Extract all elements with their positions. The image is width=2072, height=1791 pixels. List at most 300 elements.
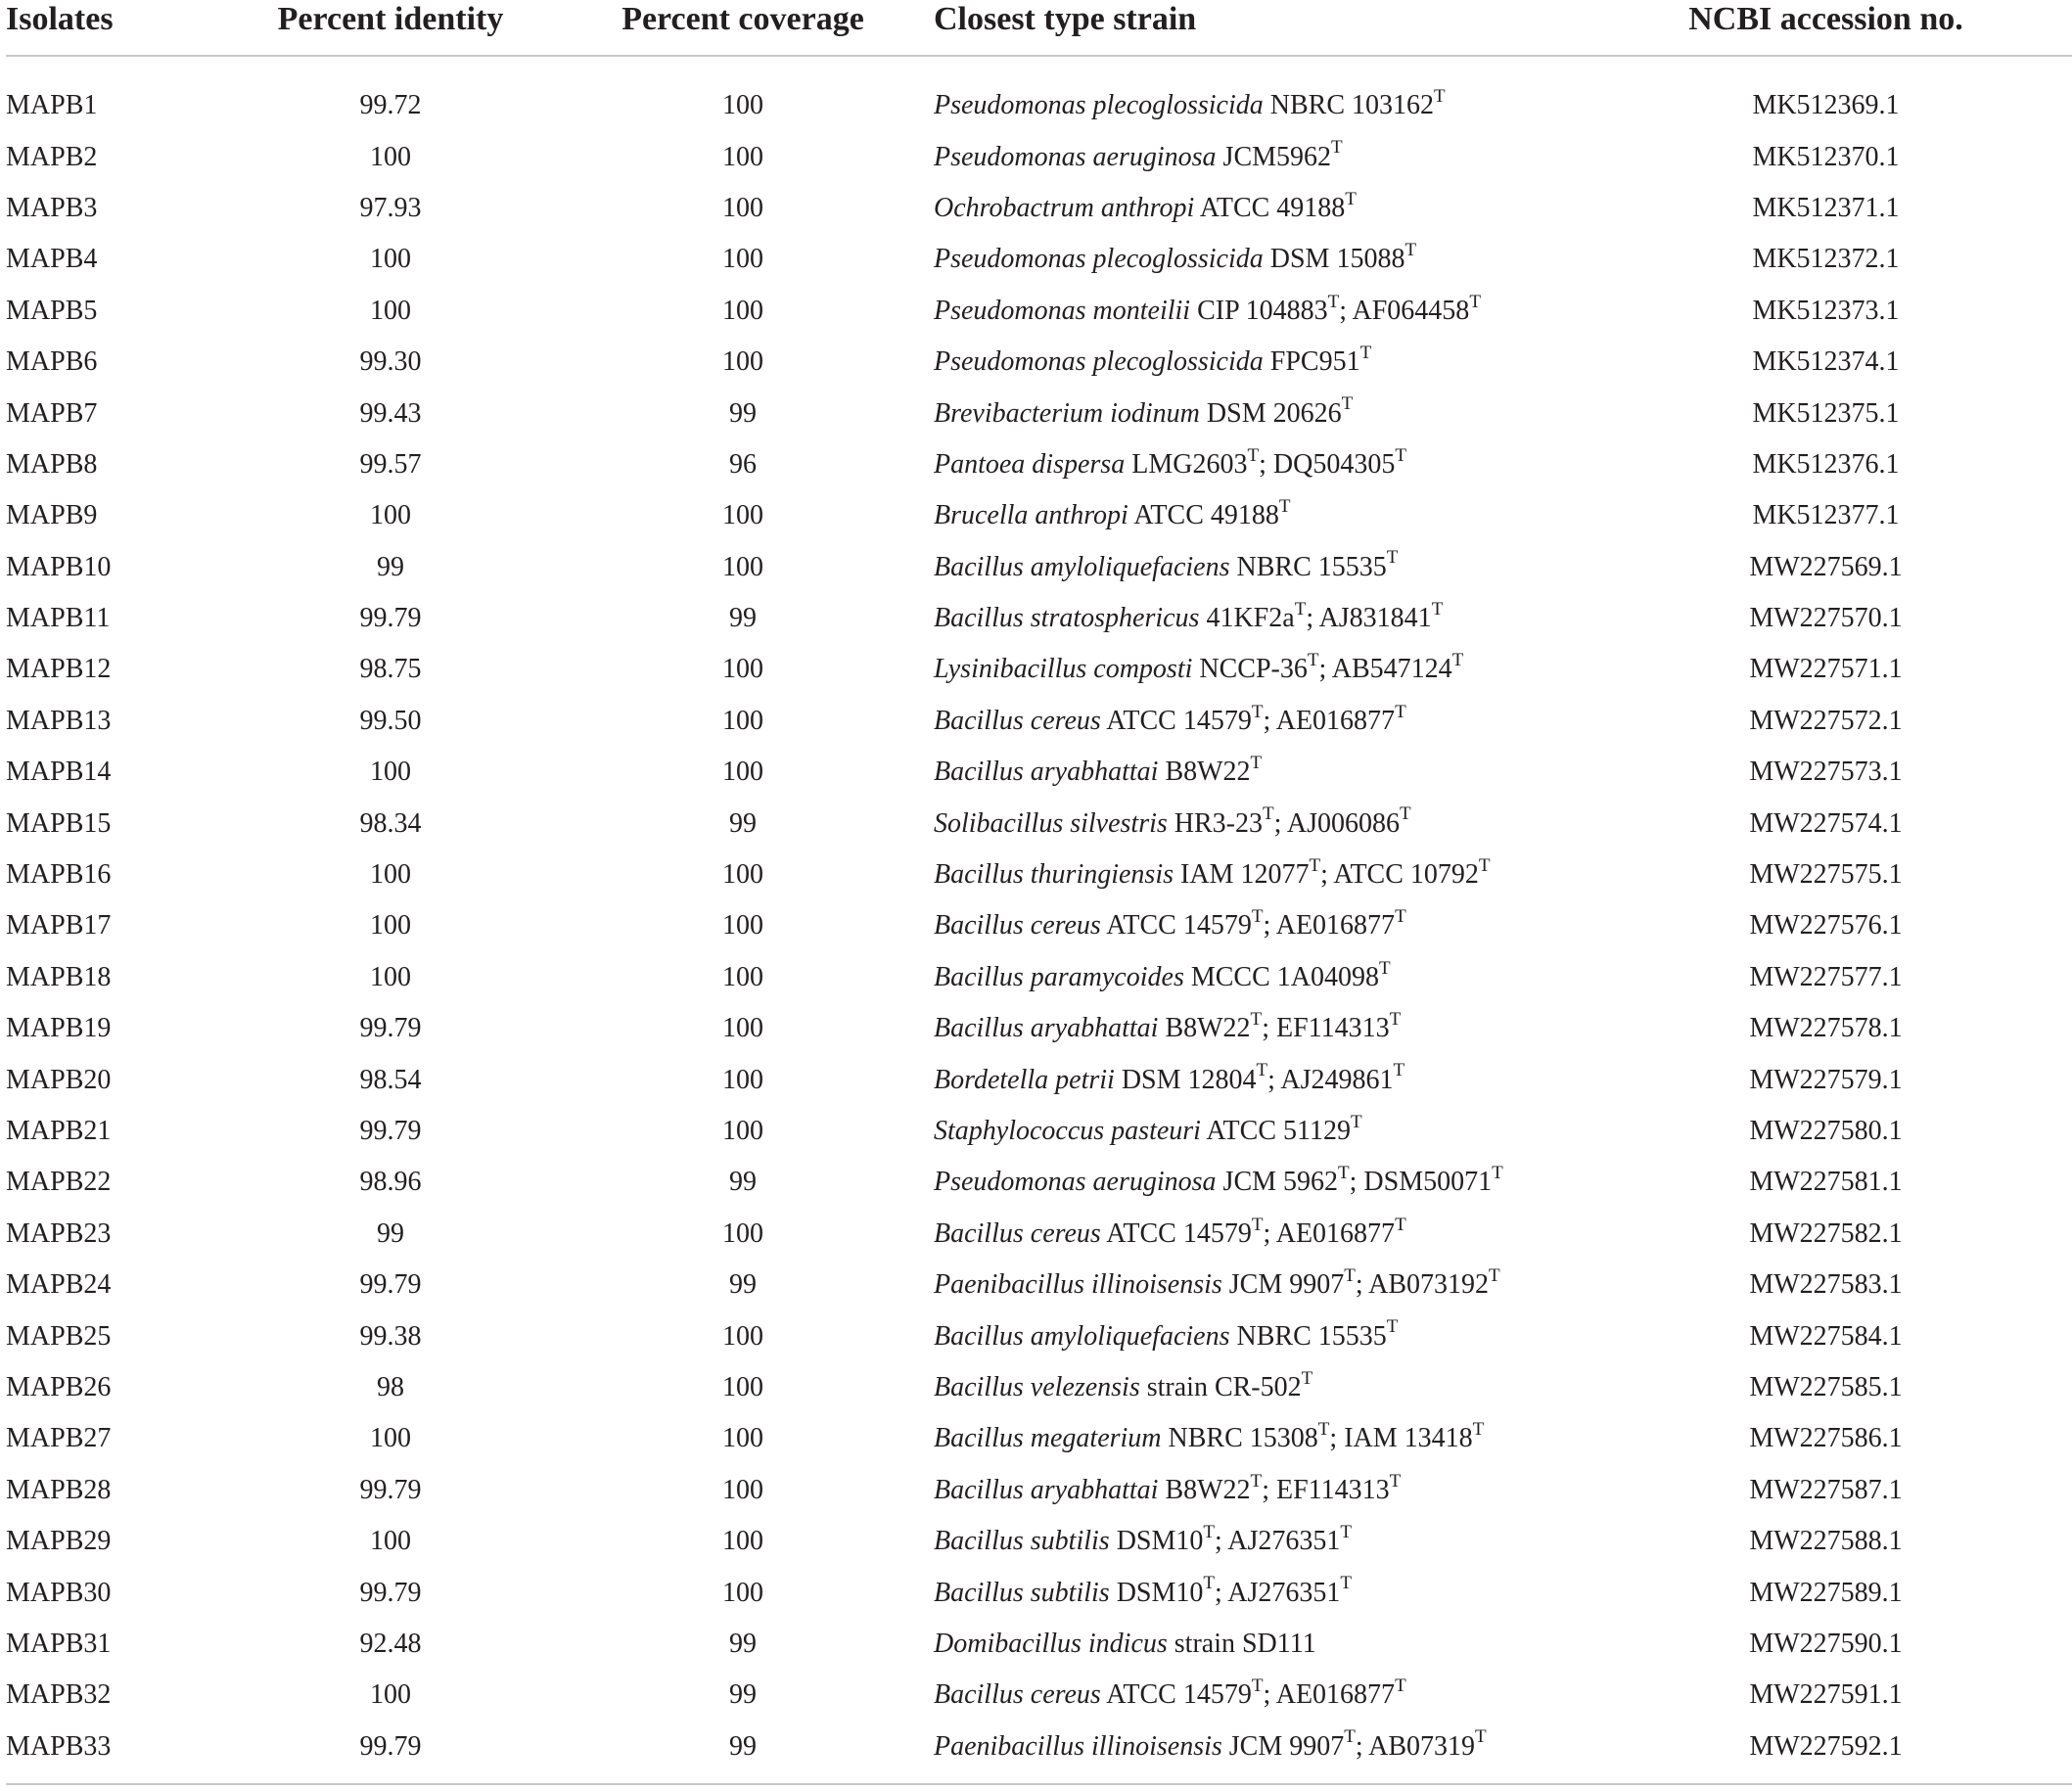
type-strain-marker: T [1431,598,1444,620]
ncbi-accession-cell: MW227587.1 [1749,1474,1903,1505]
percent-identity-cell: 99.79 [359,1013,422,1044]
strain-designation: JCM 9907 [1228,1730,1345,1762]
isolate-cell: MAPB32 [6,1679,112,1711]
percent-coverage-cell: 100 [722,551,763,582]
percent-coverage-cell: 99 [729,1679,757,1711]
type-strain-marker: T [1251,701,1264,722]
strain-designation: JCM5962 [1222,141,1332,172]
closest-type-strain-cell [934,1157,1580,1208]
percent-coverage-cell: 100 [722,1474,763,1505]
ncbi-accession-cell: MW227586.1 [1749,1423,1903,1454]
isolate-cell: MAPB13 [6,705,112,736]
header-percent-identity: Percent identity [229,0,552,56]
strain-designation: ATCC 49188 [1199,192,1346,223]
species-name: Bacillus cereus [934,705,1101,736]
percent-coverage-cell: 99 [729,1167,757,1198]
strain-designation: ATCC 51129 [1206,1116,1351,1146]
table-row [6,131,2072,182]
strain-designation: ; IAM 13418 [1329,1423,1473,1454]
strain-designation: ; AJ276351 [1215,1577,1341,1608]
species-name: Pseudomonas plecoglossicida [934,346,1264,378]
species-name: Bacillus subtilis [934,1577,1110,1608]
closest-type-strain-cell [934,900,1580,951]
closest-type-strain-cell [934,542,1580,593]
percent-identity-cell: 99.79 [359,603,422,634]
type-strain-marker: T [1250,753,1263,774]
species-name: Paenibacillus illinoisensis [934,1269,1222,1301]
strain-designation: ATCC 14579 [1106,910,1252,941]
percent-identity-cell: 100 [370,1423,411,1454]
type-strain-marker: T [1256,1060,1268,1081]
percent-coverage-cell: 100 [722,961,763,992]
type-strain-marker: T [1395,701,1406,722]
percent-coverage-cell: 100 [722,910,763,941]
isolate-cell: MAPB29 [6,1526,112,1557]
table-row [6,1209,2072,1260]
species-name: Bacillus subtilis [934,1526,1110,1557]
type-strain-marker: T [1489,1264,1500,1286]
percent-identity-cell: 99.79 [359,1474,422,1505]
table-row [6,1465,2072,1516]
isolate-cell: MAPB9 [6,500,98,531]
species-name: Brucella anthropi [934,500,1128,531]
isolate-cell: MAPB18 [6,961,112,992]
table-row [6,183,2072,234]
closest-type-strain-cell [934,1722,1580,1788]
isolate-cell: MAPB14 [6,757,112,788]
percent-identity-cell: 92.48 [359,1628,422,1659]
percent-identity-cell: 100 [370,141,411,172]
percent-coverage-cell: 100 [722,859,763,891]
type-strain-marker: T [1340,1521,1353,1542]
type-strain-marker: T [1359,342,1372,363]
type-strain-marker: T [1250,1470,1263,1492]
table-row [6,952,2072,1003]
species-name: Pseudomonas aeruginosa [934,1167,1217,1198]
ncbi-accession-cell: MK512370.1 [1752,141,1900,172]
table-row [6,1722,2072,1788]
isolate-cell: MAPB24 [6,1269,112,1301]
isolate-cell: MAPB19 [6,1013,112,1044]
percent-identity-cell: 99.38 [359,1320,422,1352]
closest-type-strain-cell [934,388,1580,438]
species-name: Bacillus amyloliquefaciens [934,1320,1230,1352]
species-name: Solibacillus silvestris [934,807,1168,839]
header-isolates: Isolates [6,0,229,56]
table-row [6,644,2072,695]
ncbi-accession-cell: MW227572.1 [1749,705,1903,736]
percent-identity-cell: 99.30 [359,346,422,378]
strain-identification-table [6,0,2072,1788]
closest-type-strain-cell [934,1465,1580,1516]
isolate-cell: MAPB21 [6,1116,112,1146]
closest-type-strain-cell [934,1209,1580,1260]
strain-designation: ; AE016877 [1263,1217,1396,1249]
header-percent-coverage: Percent coverage [552,0,934,56]
percent-coverage-cell: 99 [729,1628,757,1659]
type-strain-marker: T [1331,137,1343,159]
table-row [6,798,2072,849]
type-strain-marker: T [1393,1060,1405,1081]
closest-type-strain-cell [934,490,1580,541]
percent-coverage-cell: 99 [729,807,757,839]
closest-type-strain-cell [934,439,1580,490]
percent-identity-cell: 100 [370,1679,411,1711]
type-strain-marker: T [1451,650,1464,671]
percent-identity-cell: 100 [370,961,411,992]
closest-type-strain-cell [934,183,1580,234]
type-strain-marker: T [1345,188,1357,209]
percent-identity-cell: 98.54 [359,1064,422,1095]
percent-identity-cell: 99.79 [359,1116,422,1146]
strain-designation: strain SD111 [1174,1628,1316,1659]
closest-type-strain-cell [934,1362,1580,1413]
table-row [6,900,2072,951]
isolate-cell: MAPB25 [6,1320,112,1352]
strain-designation: LMG2603 [1131,448,1248,480]
percent-identity-cell: 100 [370,500,411,531]
isolate-cell: MAPB26 [6,1371,112,1402]
species-name: Bacillus stratosphericus [934,603,1200,634]
percent-coverage-cell: 100 [722,1064,763,1095]
type-strain-marker: T [1309,854,1321,876]
strain-designation: CIP 104883 [1197,295,1328,326]
type-strain-marker: T [1350,1111,1362,1132]
species-name: Bacillus cereus [934,1679,1101,1711]
ncbi-accession-cell: MK512375.1 [1752,397,1900,429]
strain-designation: B8W22 [1165,1013,1251,1044]
type-strain-marker: T [1317,1419,1330,1441]
percent-identity-cell: 97.93 [359,192,422,223]
closest-type-strain-cell [934,1106,1580,1157]
closest-type-strain-cell [934,1260,1580,1310]
strain-designation: ; DQ504305 [1259,448,1396,480]
strain-designation: NBRC 15308 [1168,1423,1318,1454]
type-strain-marker: T [1250,1009,1263,1030]
species-name: Staphylococcus pasteuri [934,1116,1201,1146]
species-name: Pantoea dispersa [934,448,1126,480]
ncbi-accession-cell: MW227580.1 [1749,1116,1903,1146]
table-row [6,234,2072,285]
percent-coverage-cell: 99 [729,397,757,429]
type-strain-marker: T [1340,1573,1353,1594]
table-row [6,1413,2072,1464]
percent-identity-cell: 99.79 [359,1730,422,1762]
strain-designation: NCCP-36 [1199,654,1308,685]
table-row [6,286,2072,337]
strain-designation: ; AB547124 [1318,654,1452,685]
closest-type-strain-cell [934,1516,1580,1567]
strain-designation: ; AE016877 [1263,1679,1396,1711]
strain-designation: ; AE016877 [1263,910,1396,941]
isolate-cell: MAPB15 [6,807,112,839]
ncbi-accession-cell: MW227591.1 [1749,1679,1903,1711]
strain-designation: B8W22 [1165,757,1251,788]
table-row [6,1260,2072,1310]
percent-coverage-cell: 100 [722,192,763,223]
type-strain-marker: T [1386,1316,1399,1338]
strain-designation: ; AF064458 [1339,295,1470,326]
percent-coverage-cell: 100 [722,654,763,685]
percent-coverage-cell: 100 [722,1371,763,1402]
strain-designation: 41KF2a [1206,603,1295,634]
percent-identity-cell: 100 [370,910,411,941]
type-strain-marker: T [1344,1264,1356,1286]
percent-identity-cell: 99.43 [359,397,422,429]
strain-designation: NBRC 15535 [1236,1320,1387,1352]
type-strain-marker: T [1469,291,1481,312]
strain-designation: DSM10 [1116,1526,1204,1557]
percent-coverage-cell: 100 [722,1116,763,1146]
type-strain-marker: T [1338,1163,1350,1184]
species-name: Bacillus thuringiensis [934,859,1174,891]
isolate-cell: MAPB28 [6,1474,112,1505]
percent-identity-cell: 98.75 [359,654,422,685]
isolate-cell: MAPB6 [6,346,98,378]
isolate-cell: MAPB30 [6,1577,112,1608]
type-strain-marker: T [1404,240,1417,261]
ncbi-accession-cell: MW227573.1 [1749,757,1903,788]
percent-coverage-cell: 96 [729,448,757,480]
isolate-cell: MAPB23 [6,1217,112,1249]
species-name: Bacillus megaterium [934,1423,1162,1454]
species-name: Bordetella petrii [934,1064,1115,1095]
percent-coverage-cell: 100 [722,141,763,172]
ncbi-accession-cell: MK512377.1 [1752,500,1900,531]
table-row [6,696,2072,747]
type-strain-marker: T [1434,85,1446,107]
ncbi-accession-cell: MW227588.1 [1749,1526,1903,1557]
type-strain-marker: T [1247,444,1260,466]
table-row [6,1003,2072,1054]
ncbi-accession-cell: MK512374.1 [1752,346,1900,378]
closest-type-strain-cell [934,696,1580,747]
isolate-cell: MAPB12 [6,654,112,685]
species-name: Bacillus paramycoides [934,961,1184,992]
closest-type-strain-cell [934,56,1580,131]
table-header [6,0,2072,56]
ncbi-accession-cell: MW227575.1 [1749,859,1903,891]
percent-coverage-cell: 99 [729,1269,757,1301]
isolate-cell: MAPB2 [6,141,98,172]
type-strain-marker: T [1327,291,1340,312]
type-strain-marker: T [1251,1214,1264,1235]
species-name: Bacillus cereus [934,1217,1101,1249]
closest-type-strain-cell [934,747,1580,798]
strain-designation: JCM 5962 [1222,1167,1339,1198]
strain-designation: ATCC 14579 [1106,705,1252,736]
species-name: Ochrobactrum anthropi [934,192,1195,223]
table-row [6,850,2072,900]
table-row [6,1567,2072,1618]
ncbi-accession-cell: MW227578.1 [1749,1013,1903,1044]
isolate-cell: MAPB4 [6,244,98,275]
percent-coverage-cell: 100 [722,500,763,531]
isolate-cell: MAPB10 [6,551,112,582]
strain-designation: IAM 12077 [1180,859,1310,891]
type-strain-marker: T [1307,650,1319,671]
isolate-cell: MAPB5 [6,295,98,326]
header-row [6,0,2072,56]
percent-coverage-cell: 100 [722,757,763,788]
type-strain-marker: T [1389,1470,1402,1492]
percent-identity-cell: 99.50 [359,705,422,736]
strain-designation: MCCC 1A04098 [1190,961,1379,992]
isolate-cell: MAPB22 [6,1167,112,1198]
strain-designation: ; EF114313 [1262,1474,1390,1505]
table-row [6,1516,2072,1567]
strain-designation: ATCC 49188 [1133,500,1279,531]
ncbi-accession-cell: MW227574.1 [1749,807,1903,839]
table-row [6,439,2072,490]
type-strain-marker: T [1492,1163,1503,1184]
closest-type-strain-cell [934,644,1580,695]
strain-designation: ; EF114313 [1262,1013,1390,1044]
species-name: Pseudomonas aeruginosa [934,141,1217,172]
type-strain-marker: T [1389,1009,1402,1030]
species-name: Bacillus aryabhattai [934,757,1159,788]
type-strain-marker: T [1395,1214,1406,1235]
ncbi-accession-cell: MW227592.1 [1749,1730,1903,1762]
percent-identity-cell: 100 [370,244,411,275]
table-row [6,1619,2072,1670]
table-row [6,1157,2072,1208]
species-name: Domibacillus indicus [934,1628,1168,1659]
ncbi-accession-cell: MK512369.1 [1752,90,1900,121]
table-bottom-rule [6,1783,2072,1785]
closest-type-strain-cell [934,798,1580,849]
ncbi-accession-cell: MW227569.1 [1749,551,1903,582]
type-strain-marker: T [1251,906,1264,928]
isolate-cell: MAPB33 [6,1730,112,1762]
table-row [6,593,2072,644]
isolate-cell: MAPB20 [6,1064,112,1095]
strain-designation: ; AB073192 [1355,1269,1490,1301]
strain-designation: ; AE016877 [1263,705,1396,736]
type-strain-marker: T [1203,1521,1216,1542]
ncbi-accession-cell: MK512373.1 [1752,295,1900,326]
species-name: Bacillus amyloliquefaciens [934,551,1230,582]
strain-designation: ; AJ276351 [1215,1526,1341,1557]
closest-type-strain-cell [934,286,1580,337]
type-strain-marker: T [1386,547,1399,569]
type-strain-marker: T [1475,1726,1487,1748]
species-name: Bacillus aryabhattai [934,1474,1159,1505]
table-row [6,542,2072,593]
closest-type-strain-cell [934,1054,1580,1105]
isolate-cell: MAPB8 [6,448,98,480]
isolate-cell: MAPB16 [6,859,112,891]
species-name: Pseudomonas plecoglossicida [934,90,1264,121]
ncbi-accession-cell: MK512371.1 [1752,192,1900,223]
strain-designation: DSM 12804 [1121,1064,1257,1095]
ncbi-accession-cell: MK512372.1 [1752,244,1900,275]
type-strain-marker: T [1395,444,1406,466]
type-strain-marker: T [1301,1367,1313,1389]
percent-identity-cell: 99.79 [359,1269,422,1301]
isolate-cell: MAPB3 [6,192,98,223]
table-body [6,56,2072,1788]
percent-coverage-cell: 100 [722,1013,763,1044]
percent-identity-cell: 99 [377,551,404,582]
percent-identity-cell: 99.79 [359,1577,422,1608]
closest-type-strain-cell [934,1310,1580,1361]
type-strain-marker: T [1472,1419,1485,1441]
ncbi-accession-cell: MK512376.1 [1752,448,1900,480]
percent-coverage-cell: 100 [722,346,763,378]
percent-coverage-cell: 100 [722,244,763,275]
closest-type-strain-cell [934,1670,1580,1721]
percent-identity-cell: 98 [377,1371,404,1402]
species-name: Pseudomonas monteilii [934,295,1191,326]
percent-identity-cell: 100 [370,859,411,891]
percent-coverage-cell: 100 [722,1526,763,1557]
ncbi-accession-cell: MW227582.1 [1749,1217,1903,1249]
isolate-cell: MAPB7 [6,397,98,429]
percent-identity-cell: 99 [377,1217,404,1249]
table-row [6,1310,2072,1361]
closest-type-strain-cell [934,952,1580,1003]
strain-designation: DSM 15088 [1269,244,1405,275]
strain-designation: JCM 9907 [1228,1269,1345,1301]
isolate-cell: MAPB17 [6,910,112,941]
ncbi-accession-cell: MW227577.1 [1749,961,1903,992]
strain-designation: ; AJ006086 [1273,807,1401,839]
strain-designation: DSM 20626 [1206,397,1342,429]
header-closest-type-strain: Closest type strain [934,0,1580,56]
percent-identity-cell: 98.34 [359,807,422,839]
strain-designation: HR3-23 [1174,807,1264,839]
strain-designation: NBRC 15535 [1236,551,1387,582]
table-row [6,1670,2072,1721]
type-strain-marker: T [1341,393,1354,415]
table-row [6,1362,2072,1413]
percent-identity-cell: 99.72 [359,90,422,121]
percent-coverage-cell: 100 [722,1320,763,1352]
closest-type-strain-cell [934,337,1580,388]
strain-designation: B8W22 [1165,1474,1251,1505]
species-name: Pseudomonas plecoglossicida [934,244,1264,275]
closest-type-strain-cell [934,850,1580,900]
percent-coverage-cell: 100 [722,295,763,326]
table-row [6,1106,2072,1157]
strain-designation: ATCC 14579 [1106,1679,1252,1711]
strain-designation: ; DSM50071 [1349,1167,1493,1198]
strain-designation: ; ATCC 10792 [1320,859,1479,891]
ncbi-accession-cell: MW227579.1 [1749,1064,1903,1095]
percent-identity-cell: 99.57 [359,448,422,480]
strain-designation: DSM10 [1116,1577,1204,1608]
type-strain-marker: T [1395,906,1406,928]
isolate-cell: MAPB31 [6,1628,112,1659]
strain-designation: FPC951 [1269,346,1360,378]
type-strain-marker: T [1478,854,1491,876]
ncbi-accession-cell: MW227590.1 [1749,1628,1903,1659]
strain-designation: ; AJ831841 [1306,603,1432,634]
species-name: Paenibacillus illinoisensis [934,1730,1222,1762]
ncbi-accession-cell: MW227581.1 [1749,1167,1903,1198]
percent-coverage-cell: 99 [729,603,757,634]
strain-designation: strain CR-502 [1146,1371,1302,1402]
species-name: Bacillus cereus [934,910,1101,941]
type-strain-marker: T [1344,1726,1356,1748]
closest-type-strain-cell [934,131,1580,182]
species-name: Lysinibacillus composti [934,654,1193,685]
strain-designation: ATCC 14579 [1106,1217,1252,1249]
table-row [6,388,2072,438]
ncbi-accession-cell: MW227570.1 [1749,603,1903,634]
percent-identity-cell: 100 [370,1526,411,1557]
